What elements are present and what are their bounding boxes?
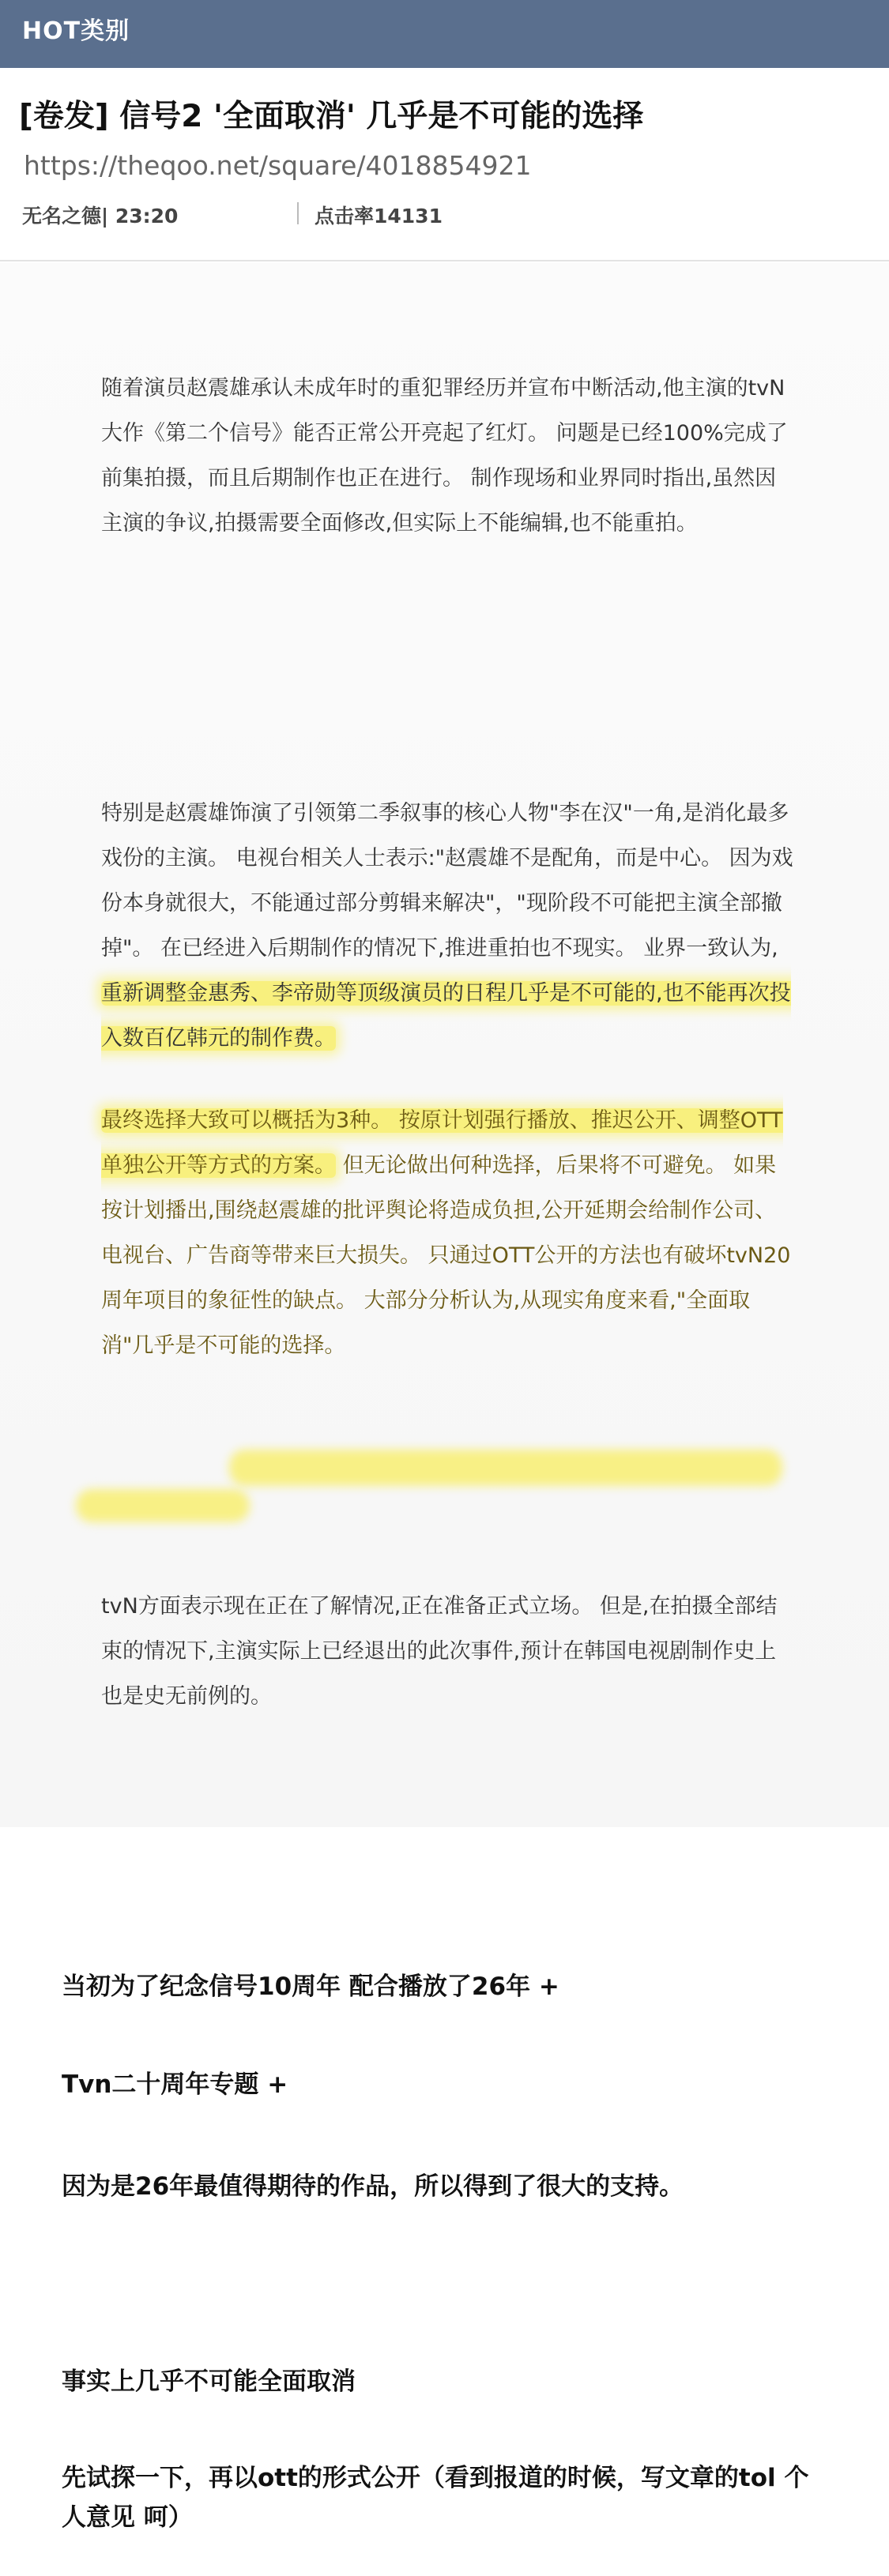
post-author-time: 无名之德| 23:20 xyxy=(22,205,179,228)
post-header xyxy=(0,68,889,261)
post-click-count: 点击率14131 xyxy=(315,205,443,228)
post-title: [卷发] 信号2 '全面取消' 几乎是不可能的选择 xyxy=(19,99,644,134)
article-paragraph-4: tvN方面表示现在正在了解情况,正在准备正式立场。 但是,在拍摄全部结束的情况下,主演实际上已经退出的此次事件,预计在韩国电视剧制作史上也是史无前例的。 xyxy=(101,1594,778,1709)
category-bar[interactable] xyxy=(0,0,889,68)
comment-line-1: 当初为了纪念信号10周年 配合播放了26年 + xyxy=(62,1972,559,2001)
comment-line-5: 先试探一下，再以ott的形式公开（看到报道的时候，写文章的tol 个人意见 呵） xyxy=(62,2464,809,2532)
post-url-link[interactable]: https://theqoo.net/square/4018854921 xyxy=(24,150,532,181)
highlight-mark xyxy=(76,1489,250,1522)
article-paragraph-2-text: 特别是赵震雄饰演了引领第二季叙事的核心人物"李在汉"一角,是消化最多戏份的主演。 电视台相关人士表示:"赵震雄不是配角，而是中心。 因为戏份本身就很大，不能通过部分剪辑来解决"，"现阶段不可能把主演全部撤掉"。 在已经进入后期制作的情况下,推进重拍也不现实。 业界一致认为, xyxy=(101,801,793,961)
highlighted-text: 最终选择大致可以概括为3种。 按原计划强行播放、推迟公开、调整OTT单独公开等方式的方案。 xyxy=(101,1108,783,1178)
article-paragraph-2 xyxy=(101,791,797,1061)
category-label[interactable]: HOT类别 xyxy=(22,17,130,45)
comment-line-2: Tvn二十周年专题 + xyxy=(62,2070,288,2099)
article-paragraph-3-text: 但无论做出何种选择，后果将不可避免。 如果按计划播出,围绕赵震雄的批评舆论将造成负担,公开延期会给制作公司、电视台、广告商等带来巨大损失。 只通过OTT公开的方法也有破坏tvN20周年项目的象征性的缺点。 大部分分析认为,从现实角度来看,"全面取消"几乎是不可能的选择。 xyxy=(101,1153,791,1358)
meta-divider xyxy=(297,202,299,224)
highlight-mark xyxy=(229,1450,782,1486)
comment-line-4: 事实上几乎不可能全面取消 xyxy=(62,2367,356,2396)
article-scan-image xyxy=(0,263,889,1827)
highlighted-text: 重新调整金惠秀、李帝勋等顶级演员的日程几乎是不可能的,也不能再次投入数百亿韩元的制作费。 xyxy=(101,981,791,1051)
article-paragraph-3 xyxy=(101,1098,797,1368)
article-paragraph-1: 随着演员赵震雄承认未成年时的重犯罪经历并宣布中断活动,他主演的tvN大作《第二个信号》能否正常公开亮起了红灯。 问题是已经100%完成了前集拍摄，而且后期制作也正在进行。 制作现场和业界同时指出,虽然因主演的争议,拍摄需要全面修改,但实际上不能编辑,也不能重拍。 xyxy=(101,376,788,536)
comment-line-3: 因为是26年最值得期待的作品，所以得到了很大的支持。 xyxy=(62,2172,684,2201)
